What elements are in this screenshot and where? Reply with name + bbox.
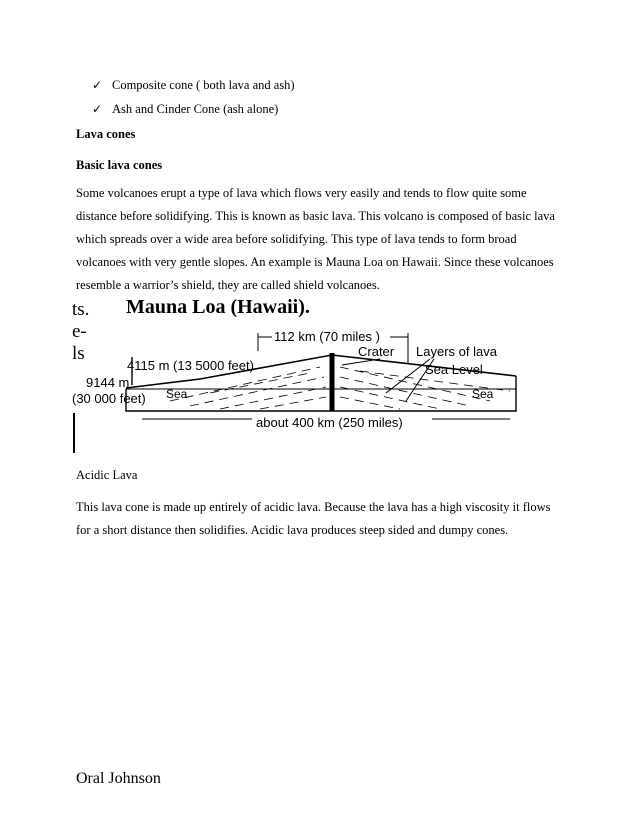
paragraph-basic-lava: [76, 182, 576, 297]
list-item: [92, 97, 295, 121]
bullet-text: Composite cone ( both lava and ash): [112, 78, 295, 92]
figure-crop-text: ls: [72, 343, 85, 364]
paragraph-line: resemble a warrior’s shield, they are called shield volcanoes.: [76, 278, 380, 292]
bullet-text: Ash and Cinder Cone (ash alone): [112, 102, 279, 116]
check-icon: ✓: [92, 78, 103, 92]
heading-lava-cones: Lava cones: [76, 127, 136, 141]
base-height-m: 9144 m: [86, 375, 130, 390]
check-icon: ✓: [92, 102, 103, 116]
paragraph-line: distance before solidifying. This is known as basic lava. This volcano is composed of basic lava: [76, 209, 555, 223]
figure-crop-text: ts.: [72, 299, 90, 320]
footer-author: Oral Johnson: [76, 770, 161, 787]
sea-left-label: Sea: [166, 387, 188, 401]
list-item: [92, 73, 295, 97]
figure-crop-text: e-: [72, 321, 87, 342]
paragraph-acidic-lava: [76, 496, 576, 542]
paragraph-line: volcanoes with very gentle slopes. An example is Mauna Loa on Hawaii. Since these volcanoes: [76, 255, 554, 269]
crater-label: Crater: [358, 344, 395, 359]
paragraph-line: which spreads over a wide area before solidifying. This type of lava tends to form broad: [76, 232, 517, 246]
mauna-loa-diagram: [70, 293, 526, 457]
sea-right-label: Sea: [472, 387, 494, 401]
width-label: 112 km (70 miles ): [274, 329, 380, 344]
figure-title: Mauna Loa (Hawaii).: [126, 296, 310, 318]
bullet-list: [92, 73, 295, 121]
paragraph-line: Some volcanoes erupt a type of lava which flows very easily and tends to flow quite some: [76, 186, 527, 200]
paragraph-line: for a short distance then solidifies. Acidic lava produces steep sided and dumpy cones.: [76, 523, 509, 537]
layers-label: Layers of lava: [416, 344, 497, 359]
paragraph-line: This lava cone is made up entirely of acidic lava. Because the lava has a high viscosity it flows: [76, 500, 551, 514]
height-label: 4115 m (13 5000 feet): [127, 358, 254, 373]
heading-acidic-lava: Acidic Lava: [76, 468, 138, 482]
base-height-ft: (30 000 feet): [72, 391, 146, 406]
base-width-label: about 400 km (250 miles): [256, 415, 403, 430]
sea-level-label: Sea Level: [425, 362, 483, 377]
heading-basic-lava-cones: Basic lava cones: [76, 158, 163, 172]
